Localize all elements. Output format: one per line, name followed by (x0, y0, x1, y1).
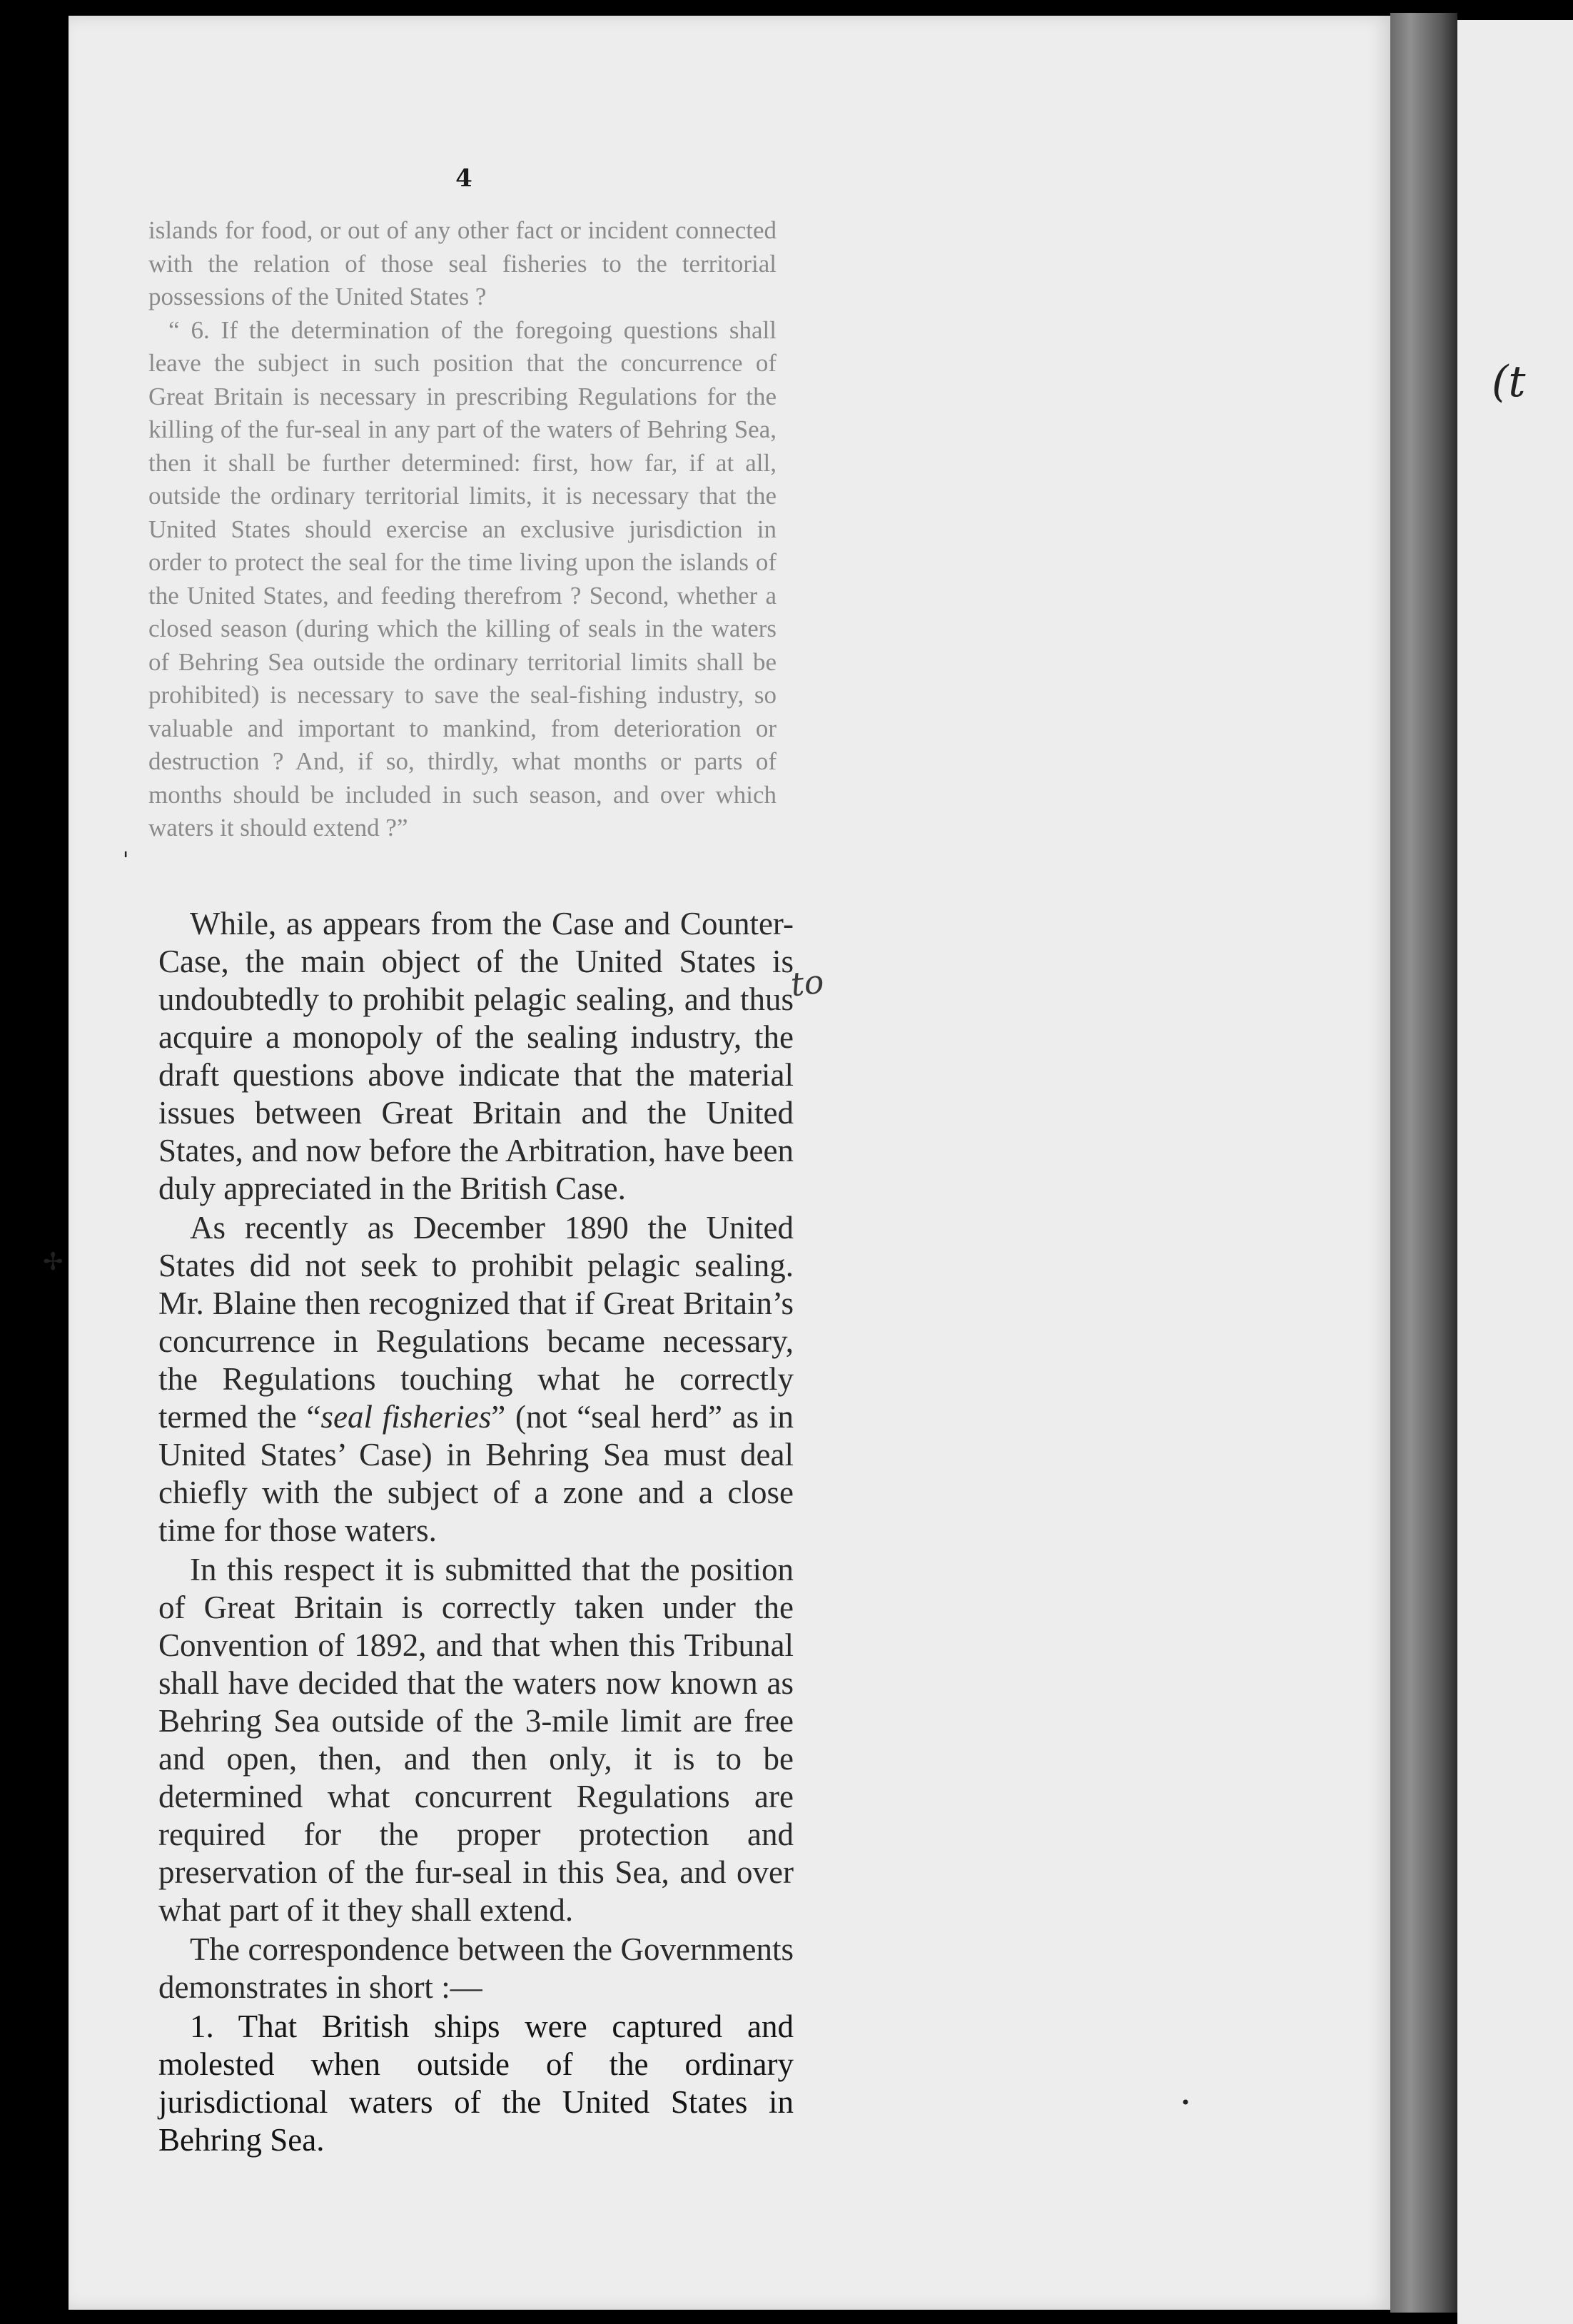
book-gutter (1390, 13, 1457, 2313)
italic-text-run: seal fisheries (320, 1399, 492, 1435)
text-run: As recently as December 1890 the United States did not seek to prohibit pelagic sealing. Mr. Blaine then recognized that if Great Britain’s concurrence in Regulations became necessary, the Regulations touching what he correctly termed the “ (158, 1210, 794, 1435)
margin-mark: ✢ (43, 1248, 64, 1276)
text-run: ” (not “seal herd” as in United States’ Case) in Behring Sea must deal chiefly with the subject of a zone and a close time for those waters. (158, 1399, 794, 1548)
paragraph: While, as appears from the Case and Counter-Case, the main object of the United States is undoubtedly to prohibit pelagic sealing, and thus acquire a monopoly of the sealing industry, the draft questions above indicate that the material issues between Great Britain and the United States, and now before the Arbitration, have been duly appreciated in the British Case. (158, 906, 794, 1206)
facing-page-fragment: (t (1492, 357, 1526, 407)
handwritten-annotation: to (789, 961, 826, 1004)
page-number: 4 (455, 164, 472, 193)
quote-paragraph: “ 6. If the determination of the foregoing questions shall leave the subject in such position that the concurrence of Great Britain is necessary in prescribing Regulations for the killing of the fur-seal in any part of the waters of Behring Sea, then it shall be further determined: first, how far, if at all, outside the ordinary territorial limits, it is necessary that the United States should exercise an exclusive jurisdiction in order to protect the seal for the time living upon the islands of the United States, and feeding therefrom ? Second, whether a closed season (during which the killing of seals in the waters of Behring Sea outside the ordinary territorial limits shall be prohibited) is necessary to save the seal-fishing industry, so valuable and important to mankind, from deterioration or destruction ? And, if so, thirdly, what months or parts of months should be included in such season, and over which waters it should extend ?” (148, 315, 777, 842)
body-text (158, 905, 794, 2161)
paragraph: The correspondence between the Governments demonstrates in short :— (158, 1931, 794, 2005)
paragraph: In this respect it is submitted that the position of Great Britain is correctly taken under the Convention of 1892, and that when this Tribunal shall have decided that the waters now known as Behring Sea outside of the 3-mile limit are free and open, then, and then only, it is to be determined what concurrent Regulations are required for the proper protection and preservation of the fur-seal in this Sea, and over what part of it they shall extend. (158, 1552, 794, 1928)
quoted-draft-questions (148, 214, 777, 845)
quote-paragraph: islands for food, or out of any other fact or incident connected with the relation of those seal fisheries to the territorial possessions of the United States ? (148, 216, 777, 310)
paragraph (158, 1209, 794, 1550)
margin-mark: ' (123, 848, 129, 873)
numbered-item: 1. That British ships were captured and molested when outside of the ordinary jurisdictional waters of the United States in Behring Sea. (158, 2009, 794, 2158)
margin-mark: • (1180, 2093, 1191, 2113)
